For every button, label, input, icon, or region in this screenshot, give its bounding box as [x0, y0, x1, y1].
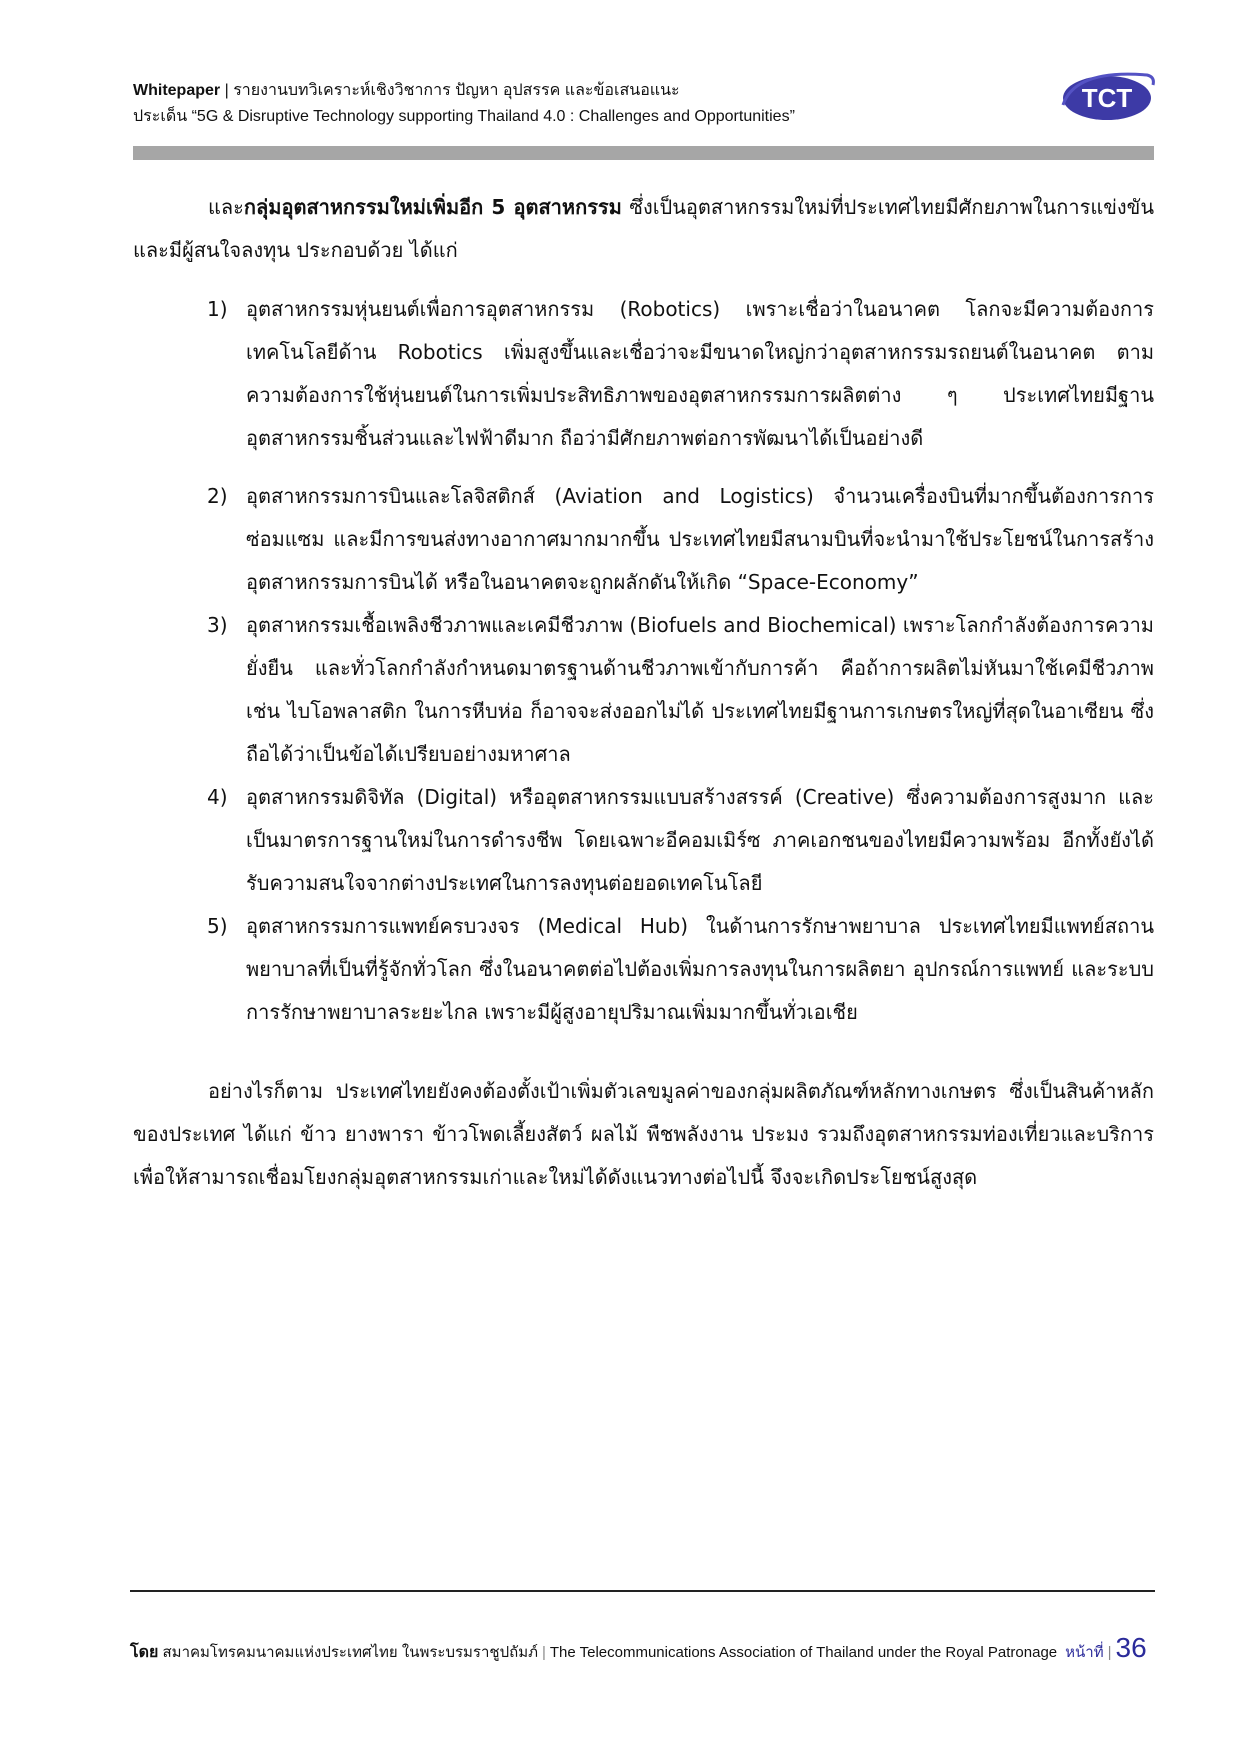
list-item-number: 5) — [207, 914, 228, 938]
header-title-line — [133, 78, 1153, 104]
list-item-number: 1) — [207, 297, 228, 321]
list-item-text: อุตสาหกรรมหุ่นยนต์เพื่อการอุตสาหกรรม (Robotics) เพราะเชื่อว่าในอนาคต โลกจะมีความต้องการเทคโนโลยีด้าน Robotics เพิ่มสูงขึ้นและเชื่อว่าจะมีขนาดใหญ่กว่าอุตสาหกรรมรถยนต์ในอนาคต ตามความต้องการใช้หุ่นยนต์ในการเพิ่มประสิทธิภาพของอุตสาหกรรมการผลิตต่าง ๆ ประเทศไทยมีฐานอุตสาหกรรมชิ้นส่วนและไฟฟ้าดีมาก ถือว่ามีศักยภาพต่อการพัฒนาได้เป็นอย่างดี — [246, 297, 1154, 450]
footer-rule — [130, 1590, 1155, 1592]
intro-paragraph — [133, 186, 1154, 272]
page-footer — [130, 1632, 1155, 1665]
footer-org-english: The Telecommunications Association of Thailand under the Royal Patronage — [549, 1644, 1058, 1661]
list-item-number: 3) — [207, 613, 228, 637]
logo-text: TCT — [1081, 83, 1133, 113]
header-separator: | — [224, 82, 229, 99]
list-item — [133, 776, 1154, 905]
intro-lead: และ — [208, 195, 244, 219]
list-item-number: 2) — [207, 484, 228, 508]
page-number: 36 — [1115, 1632, 1147, 1663]
page-label: หน้าที่ — [1065, 1644, 1104, 1661]
list-item — [133, 288, 1154, 460]
closing-paragraph: อย่างไรก็ตาม ประเทศไทยยังคงต้องตั้งเป้าเพิ่มตัวเลขมูลค่าของกลุ่มผลิตภัณฑ์หลักทางเกษตร ซึ่งเป็นสินค้าหลักของประเทศ ได้แก่ ข้าว ยางพารา ข้าวโพดเลี้ยงสัตว์ ผลไม้ พืชพลังงาน ประมง รวมถึงอุตสาหกรรมท่องเที่ยวและบริการ เพื่อให้สามารถเชื่อมโยงกลุ่มอุตสาหกรรมเก่าและใหม่ได้ดังแนวทางต่อไปนี้ จึงจะเกิดประโยชน์สูงสุด — [133, 1079, 1154, 1189]
footer-separator: | — [541, 1644, 546, 1661]
main-content — [133, 186, 1154, 1199]
list-item — [133, 604, 1154, 776]
industry-list — [133, 288, 1154, 1034]
header-divider-bar — [133, 146, 1154, 160]
list-item-text: อุตสาหกรรมเชื้อเพลิงชีวภาพและเคมีชีวภาพ (Biofuels and Biochemical) เพราะโลกกำลังต้องการความยั่งยืน และทั่วโลกกำลังกำหนดมาตรฐานด้านชีวภาพเข้ากับการค้า คือถ้าการผลิตไม่หันมาใช้เคมีชีวภาพ เช่น ไบโอพลาสติก ในการหีบห่อ ก็อาจจะส่งออกไม่ได้ ประเทศไทยมีฐานการเกษตรใหญ่ที่สุดในอาเซียน ซึ่งถือได้ว่าเป็นข้อได้เปรียบอย่างมหาศาล — [246, 613, 1154, 766]
intro-bold: กลุ่มอุตสาหกรรมใหม่เพิ่มอีก 5 อุตสาหกรรม — [243, 195, 622, 219]
intro-rest: ซึ่งเป็นอุตสาหกรรมใหม่ที่ประเทศไทยมีศักยภาพในการแข่งขัน และมีผู้สนใจลงทุน ประกอบด้วย ได้แก่ — [133, 195, 1154, 262]
list-item-text: อุตสาหกรรมการบินและโลจิสติกส์ (Aviation and Logistics) จำนวนเครื่องบินที่มากขึ้นต้องการการซ่อมแซม และมีการขนส่งทางอากาศมากมากขึ้น ประเทศไทยมีสนามบินที่จะนำมาใช้ประโยชน์ในการสร้างอุตสาหกรรมการบินได้ หรือในอนาคตจะถูกผลักดันให้เกิด “Space-Economy” — [246, 484, 1154, 594]
list-item-text: อุตสาหกรรมดิจิทัล (Digital) หรืออุตสาหกรรมแบบสร้างสรรค์ (Creative) ซึ่งความต้องการสูงมาก และเป็นมาตรการฐานใหม่ในการดำรงชีพ โดยเฉพาะอีคอมเมิร์ซ ภาคเอกชนของไทยมีความพร้อม อีกทั้งยังได้รับความสนใจจากต่างประเทศในการลงทุนต่อยอดเทคโนโลยี — [246, 785, 1154, 895]
topic-line: ประเด็น “5G & Disruptive Technology supporting Thailand 4.0 : Challenges and Opportunities” — [133, 108, 795, 125]
tct-logo — [1055, 65, 1160, 127]
footer-org-thai: สมาคมโทรคมนาคมแห่งประเทศไทย ในพระบรมราชูปถัมภ์ — [162, 1644, 538, 1661]
list-item — [133, 475, 1154, 604]
doc-type: Whitepaper — [133, 82, 221, 99]
list-item — [133, 905, 1154, 1034]
list-item-text: อุตสาหกรรมการแพทย์ครบวงจร (Medical Hub) ในด้านการรักษาพยาบาล ประเทศไทยมีแพทย์สถานพยาบาลที่เป็นที่รู้จักทั่วโลก ซึ่งในอนาคตต่อไปต้องเพิ่มการลงทุนในการผลิตยา อุปกรณ์การแพทย์ และระบบการรักษาพยาบาลระยะไกล เพราะมีผู้สูงอายุปริมาณเพิ่มมากขึ้นทั่วเอเชีย — [246, 914, 1154, 1024]
page-separator: | — [1107, 1644, 1112, 1661]
list-item-number: 4) — [207, 785, 228, 809]
page-header — [133, 78, 1153, 130]
footer-by-label: โดย — [130, 1644, 159, 1661]
report-title: รายงานบทวิเคราะห์เชิงวิชาการ ปัญหา อุปสรรค และข้อเสนอแนะ — [233, 82, 680, 99]
